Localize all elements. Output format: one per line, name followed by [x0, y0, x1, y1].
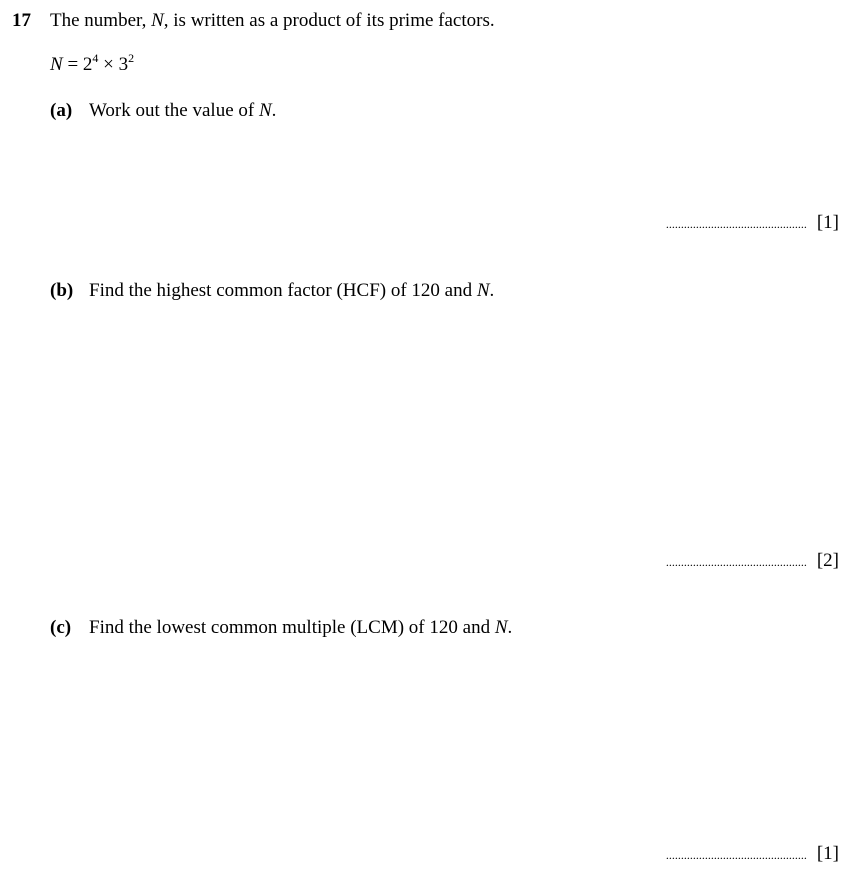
stem-variable: N — [151, 10, 164, 31]
part-a-answer-dots[interactable]: ............................................... — [665, 217, 807, 231]
formula-lhs: N — [50, 54, 63, 75]
part-b-answer-dots[interactable]: ............................................... — [665, 555, 807, 569]
question-stem — [50, 11, 495, 30]
part-b-marks: [2] — [816, 550, 839, 571]
part-c-marks: [1] — [816, 843, 839, 864]
part-c-answer-dots[interactable]: ............................................... — [665, 848, 807, 862]
part-c-text-after: . — [507, 617, 513, 638]
part-c-variable: N — [494, 617, 508, 638]
formula-base-1: = 2 — [62, 54, 93, 75]
prime-factor-formula — [50, 50, 135, 75]
part-a-variable: N — [258, 100, 272, 121]
part-b-answer-line[interactable] — [666, 551, 839, 570]
part-c-label: (c) — [50, 617, 72, 638]
part-a-text-after: . — [271, 100, 277, 121]
formula-base-2: × 3 — [98, 54, 129, 75]
part-b-text — [89, 281, 494, 300]
part-b-text-before: Find the highest common factor (HCF) of 120 and — [89, 280, 477, 301]
question-number: 17 — [12, 10, 31, 31]
part-b-text-after: . — [489, 280, 495, 301]
stem-text-before: The number, — [50, 10, 152, 31]
part-c-text-before: Find the lowest common multiple (LCM) of 120 and — [89, 617, 495, 638]
part-a-answer-line[interactable] — [666, 213, 839, 232]
part-b-label: (b) — [50, 280, 74, 301]
part-c-text — [89, 618, 512, 637]
part-a-text — [89, 101, 276, 120]
part-a-label: (a) — [50, 100, 73, 121]
part-b-variable: N — [476, 280, 490, 301]
part-a-marks: [1] — [816, 212, 839, 233]
formula-exponent-1: 4 — [92, 50, 99, 65]
part-a-text-before: Work out the value of — [89, 100, 259, 121]
formula-exponent-2: 2 — [128, 50, 135, 65]
stem-text-after: , is written as a product of its prime factors. — [163, 10, 495, 31]
part-c-answer-line[interactable] — [666, 844, 839, 863]
